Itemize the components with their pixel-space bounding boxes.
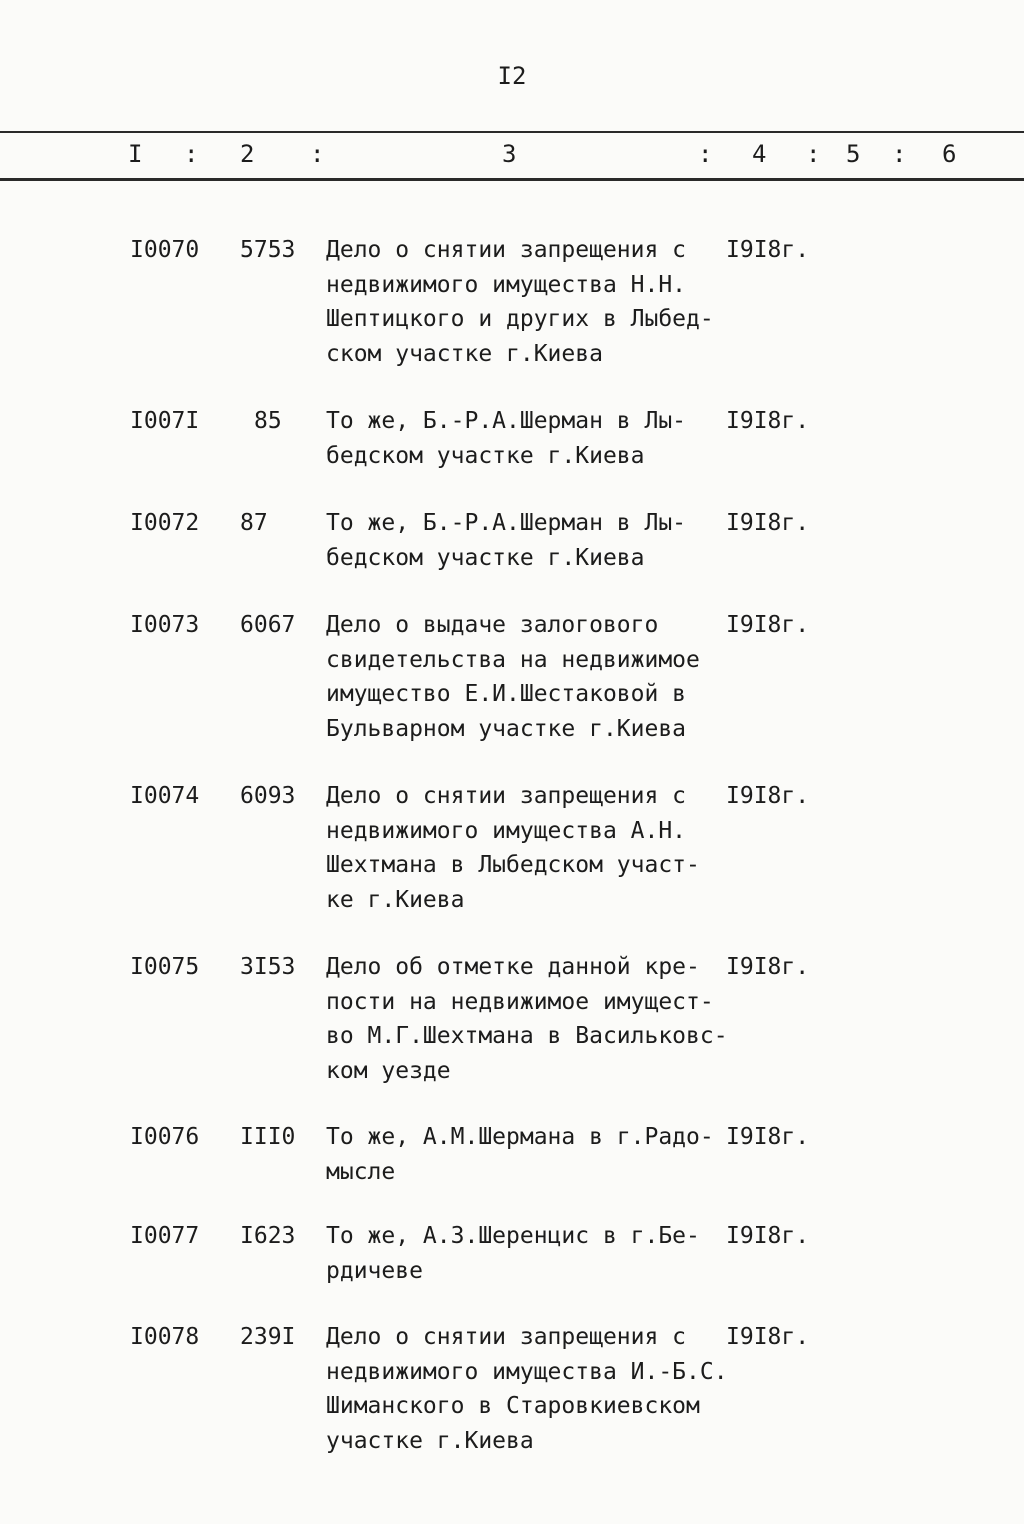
record-title bbox=[326, 950, 736, 1088]
column-header-3: 3 bbox=[502, 140, 517, 168]
record-title-line: Дело о снятии запрещения с bbox=[326, 1324, 687, 1350]
record-title bbox=[326, 404, 736, 473]
column-header-2: 2 bbox=[240, 140, 255, 168]
record-title-line: Дело о снятии запрещения с bbox=[326, 783, 687, 809]
header-bottom-rule bbox=[0, 178, 1024, 181]
record-date: I9I8г. bbox=[726, 954, 810, 980]
record-date: I9I8г. bbox=[726, 783, 810, 809]
record-number: I0075 bbox=[130, 954, 200, 980]
record-title-line: То же, А.З.Шеренцис в г.Бе- bbox=[326, 1223, 700, 1249]
record-title-line: ке г.Киева bbox=[326, 886, 465, 913]
column-separator: : bbox=[184, 140, 199, 168]
record-title bbox=[326, 608, 736, 746]
page-number: I2 bbox=[497, 62, 527, 90]
record-title-line: То же, Б.-Р.А.Шерман в Лы- bbox=[326, 408, 687, 434]
column-header-1: I bbox=[128, 140, 143, 168]
column-separator: : bbox=[698, 140, 713, 168]
record-title bbox=[326, 506, 736, 575]
record-title-line: Шиманского в Старовкиевском bbox=[326, 1393, 700, 1419]
record-date: I9I8г. bbox=[726, 237, 810, 263]
record-date: I9I8г. bbox=[726, 510, 810, 536]
record-old-number: 239I bbox=[240, 1324, 296, 1350]
record-title-line: недвижимого имущества А.Н. bbox=[326, 817, 687, 844]
record-number: I0077 bbox=[130, 1223, 200, 1249]
record-title-line: Дело о выдаче залогового bbox=[326, 612, 659, 638]
column-separator: : bbox=[310, 140, 325, 168]
record-date: I9I8г. bbox=[726, 1124, 810, 1150]
record-title-line: недвижимого имущества И.-Б.С. bbox=[326, 1358, 728, 1385]
record-title bbox=[326, 779, 736, 917]
header-top-rule bbox=[0, 131, 1024, 133]
record-title-line: во М.Г.Шехтмана в Васильковс- bbox=[326, 1023, 728, 1049]
record-title-line: рдичеве bbox=[326, 1257, 423, 1284]
record-title-line: бедском участке г.Киева bbox=[326, 544, 645, 571]
record-number: I0074 bbox=[130, 783, 200, 809]
record-old-number: 3I53 bbox=[240, 954, 296, 980]
record-old-number: 85 bbox=[254, 408, 282, 434]
record-title-line: То же, Б.-Р.А.Шерман в Лы- bbox=[326, 510, 687, 536]
record-number: I0070 bbox=[130, 237, 200, 263]
record-number: I0073 bbox=[130, 612, 200, 638]
record-title-line: мысле bbox=[326, 1158, 396, 1185]
record-old-number: 6067 bbox=[240, 612, 296, 638]
record-title-line: Дело о снятии запрещения с bbox=[326, 237, 687, 263]
record-old-number: III0 bbox=[240, 1124, 296, 1150]
record-title bbox=[326, 1320, 736, 1458]
record-title-line: То же, А.М.Шермана в г.Радо- bbox=[326, 1124, 714, 1150]
column-header-5: 5 bbox=[846, 140, 861, 168]
record-title-line: недвижимого имущества Н.Н. bbox=[326, 271, 687, 298]
record-title bbox=[326, 1120, 736, 1189]
record-old-number: 87 bbox=[240, 510, 268, 536]
record-date: I9I8г. bbox=[726, 1324, 810, 1350]
record-number: I0076 bbox=[130, 1124, 200, 1150]
record-old-number: 5753 bbox=[240, 237, 296, 263]
record-title-line: ком уезде bbox=[326, 1057, 451, 1084]
column-header-6: 6 bbox=[942, 140, 957, 168]
record-date: I9I8г. bbox=[726, 612, 810, 638]
record-title-line: имущество Е.И.Шестаковой в bbox=[326, 681, 687, 707]
record-title bbox=[326, 1219, 736, 1288]
record-title-line: Шептицкого и других в Лыбед- bbox=[326, 306, 714, 332]
record-title-line: бедском участке г.Киева bbox=[326, 442, 645, 469]
record-title-line: ском участке г.Киева bbox=[326, 340, 603, 367]
record-title-line: Дело об отметке данной кре- bbox=[326, 954, 700, 980]
column-header-4: 4 bbox=[752, 140, 767, 168]
record-number: I007I bbox=[130, 408, 200, 434]
column-separator: : bbox=[806, 140, 821, 168]
record-old-number: 6093 bbox=[240, 783, 296, 809]
record-title-line: свидетельства на недвижимое bbox=[326, 646, 700, 673]
record-number: I0078 bbox=[130, 1324, 200, 1350]
record-number: I0072 bbox=[130, 510, 200, 536]
record-title-line: пости на недвижимое имущест- bbox=[326, 988, 714, 1015]
column-separator: : bbox=[892, 140, 907, 168]
record-date: I9I8г. bbox=[726, 408, 810, 434]
record-old-number: I623 bbox=[240, 1223, 296, 1249]
record-title-line: участке г.Киева bbox=[326, 1427, 534, 1454]
record-date: I9I8г. bbox=[726, 1223, 810, 1249]
record-title-line: Бульварном участке г.Киева bbox=[326, 715, 687, 742]
record-title bbox=[326, 233, 736, 371]
record-title-line: Шехтмана в Лыбедском участ- bbox=[326, 852, 700, 878]
